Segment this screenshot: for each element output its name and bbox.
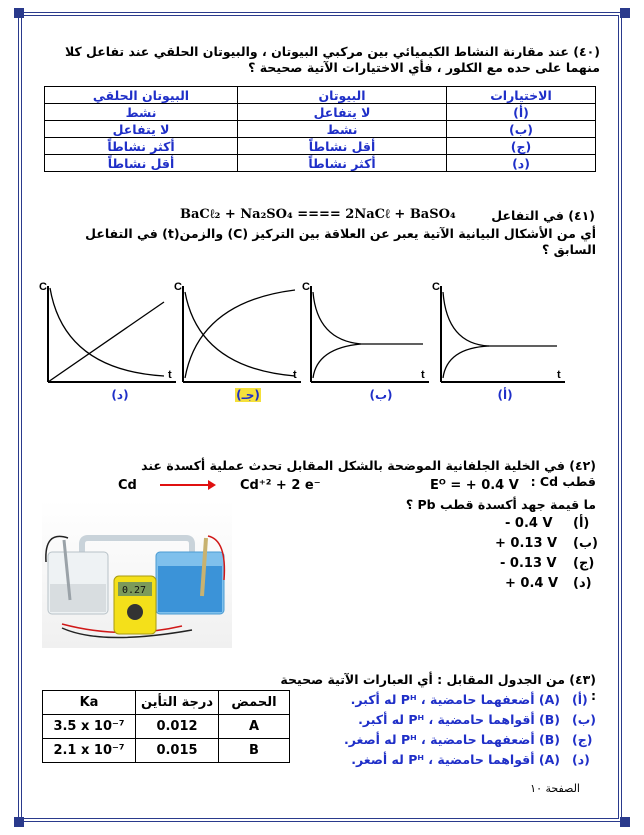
col-header: Ka (43, 691, 136, 715)
q40-table (44, 86, 596, 172)
col-header: درجة التأين (136, 691, 219, 715)
frame-corner (620, 817, 630, 827)
page-number: الصفحة ١٠ (530, 782, 580, 795)
reaction-arrow-icon (158, 478, 218, 492)
table-row (45, 138, 596, 155)
q43-option-label: (د) (572, 752, 590, 767)
col-header: البيوتان الحلقي (45, 87, 238, 104)
q43-option-label: (ج) (572, 732, 593, 747)
col-header: الاختيارات (447, 87, 596, 104)
graph-answer-label-highlighted: (جـ) (236, 388, 260, 402)
galvanic-cell-photo (42, 500, 232, 648)
q43-option-text: (B) أضعفهما حامضية ، Pᴴ له أصغر. (344, 732, 560, 747)
y-axis-label: C (302, 281, 310, 293)
q42-option-label: (د) (573, 576, 592, 591)
graph-answer-label: (د) (111, 388, 129, 402)
degree-cell: 0.012 (136, 715, 219, 739)
q41-prefix: (٤١) في التفاعل (491, 208, 595, 223)
x-axis-label: t (421, 369, 425, 381)
table-header-row (45, 87, 596, 104)
table-row (43, 715, 290, 739)
y-axis-label: C (174, 281, 182, 293)
q40-text: (٤٠) عند مقارنة النشاط الكيميائي بين مركبي البيوتان ، والبيوتان الحلقي عند تفاعل كلا منهما على حده مع الكلور ، فأي الاختيارات الآتية صحيحة ؟ (64, 44, 600, 75)
half-reaction-reactant: Cd (118, 478, 137, 493)
q41-equation: BaCℓ₂ + Na₂SO₄ ==== 2NaCℓ + BaSO₄ (180, 207, 456, 222)
butane-cell: لا يتفاعل (238, 104, 447, 121)
choice-cell: (د) (447, 155, 596, 172)
q43-option-text: (A) أضعفهما حامضية ، Pᴴ له أكبر. (350, 692, 560, 707)
standard-potential: Eᴼ = + 0.4 V (430, 478, 519, 493)
q43-option-text: (A) أقواهما حامضية ، Pᴴ له أصغر. (351, 752, 560, 767)
choice-cell: (ج) (447, 138, 596, 155)
table-row (45, 121, 596, 138)
butane-cell: نشط (238, 121, 447, 138)
q43-option-label: (أ) (572, 692, 588, 707)
ka-cell: 2.1 x 10⁻⁷ (43, 739, 136, 763)
q42-option-label: (أ) (573, 516, 590, 531)
degree-cell: 0.015 (136, 739, 219, 763)
butane-cell: أكثر نشاطاً (238, 155, 447, 172)
acid-table (42, 690, 290, 763)
cyclobutane-cell: أقل نشاطاً (45, 155, 238, 172)
graph-answer-label: (ب) (369, 388, 393, 402)
q42-option-label: (ج) (573, 556, 595, 571)
cyclobutane-cell: نشط (45, 104, 238, 121)
q43-option-label: (ب) (572, 712, 596, 727)
q41-question: أي من الأشكال البيانية الآتية يعبر عن العلاقة بين التركيز (C) والزمن(t) في التفاعل السابق ؟ (85, 226, 596, 257)
frame-corner (620, 8, 630, 18)
q42-question: ما قيمة جهد أكسدة قطب Pb ؟ (405, 497, 596, 512)
frame-corner (14, 8, 24, 18)
q42-option-value: - 0.4 V (505, 516, 553, 531)
half-reaction-products: Cd⁺² + 2 e⁻ (240, 478, 321, 493)
q42-option-value: + 0.13 V (495, 536, 558, 551)
graph-a (433, 278, 573, 388)
graph-answer-label: (أ) (497, 388, 513, 402)
table-row (43, 739, 290, 763)
table-row (45, 155, 596, 172)
col-header: الحمض (219, 691, 290, 715)
q42-option-label: (ب) (573, 536, 598, 551)
q42-text: (٤٢) في الخلية الجلفانية الموضحة بالشكل المقابل تحدث عملية أكسدة عند قطب Cd : (141, 458, 596, 489)
q43-text: (٤٣) من الجدول المقابل : أي العبارات الآتية صحيحة : (280, 672, 596, 703)
graph-c (175, 278, 305, 388)
cyclobutane-cell: أكثر نشاطاً (45, 138, 238, 155)
acid-cell: B (219, 739, 290, 763)
table-header-row (43, 691, 290, 715)
x-axis-label: t (293, 369, 297, 381)
ka-cell: 3.5 x 10⁻⁷ (43, 715, 136, 739)
q42-option-value: - 0.13 V (500, 556, 557, 571)
acid-cell: A (219, 715, 290, 739)
cyclobutane-cell: لا يتفاعل (45, 121, 238, 138)
x-axis-label: t (168, 369, 172, 381)
frame-corner (14, 817, 24, 827)
butane-cell: أقل نشاطاً (238, 138, 447, 155)
graph-b (303, 278, 433, 388)
table-row (45, 104, 596, 121)
q43-option-text: (B) أقواهما حامضية ، Pᴴ له أكبر. (358, 712, 560, 727)
y-axis-label: C (432, 281, 440, 293)
meter-reading: 0.27 (122, 585, 147, 596)
choice-cell: (أ) (447, 104, 596, 121)
col-header: البيوتان (238, 87, 447, 104)
q42-option-value: + 0.4 V (505, 576, 559, 591)
graph-d (40, 278, 180, 388)
choice-cell: (ب) (447, 121, 596, 138)
y-axis-label: C (39, 281, 47, 293)
x-axis-label: t (557, 369, 561, 381)
